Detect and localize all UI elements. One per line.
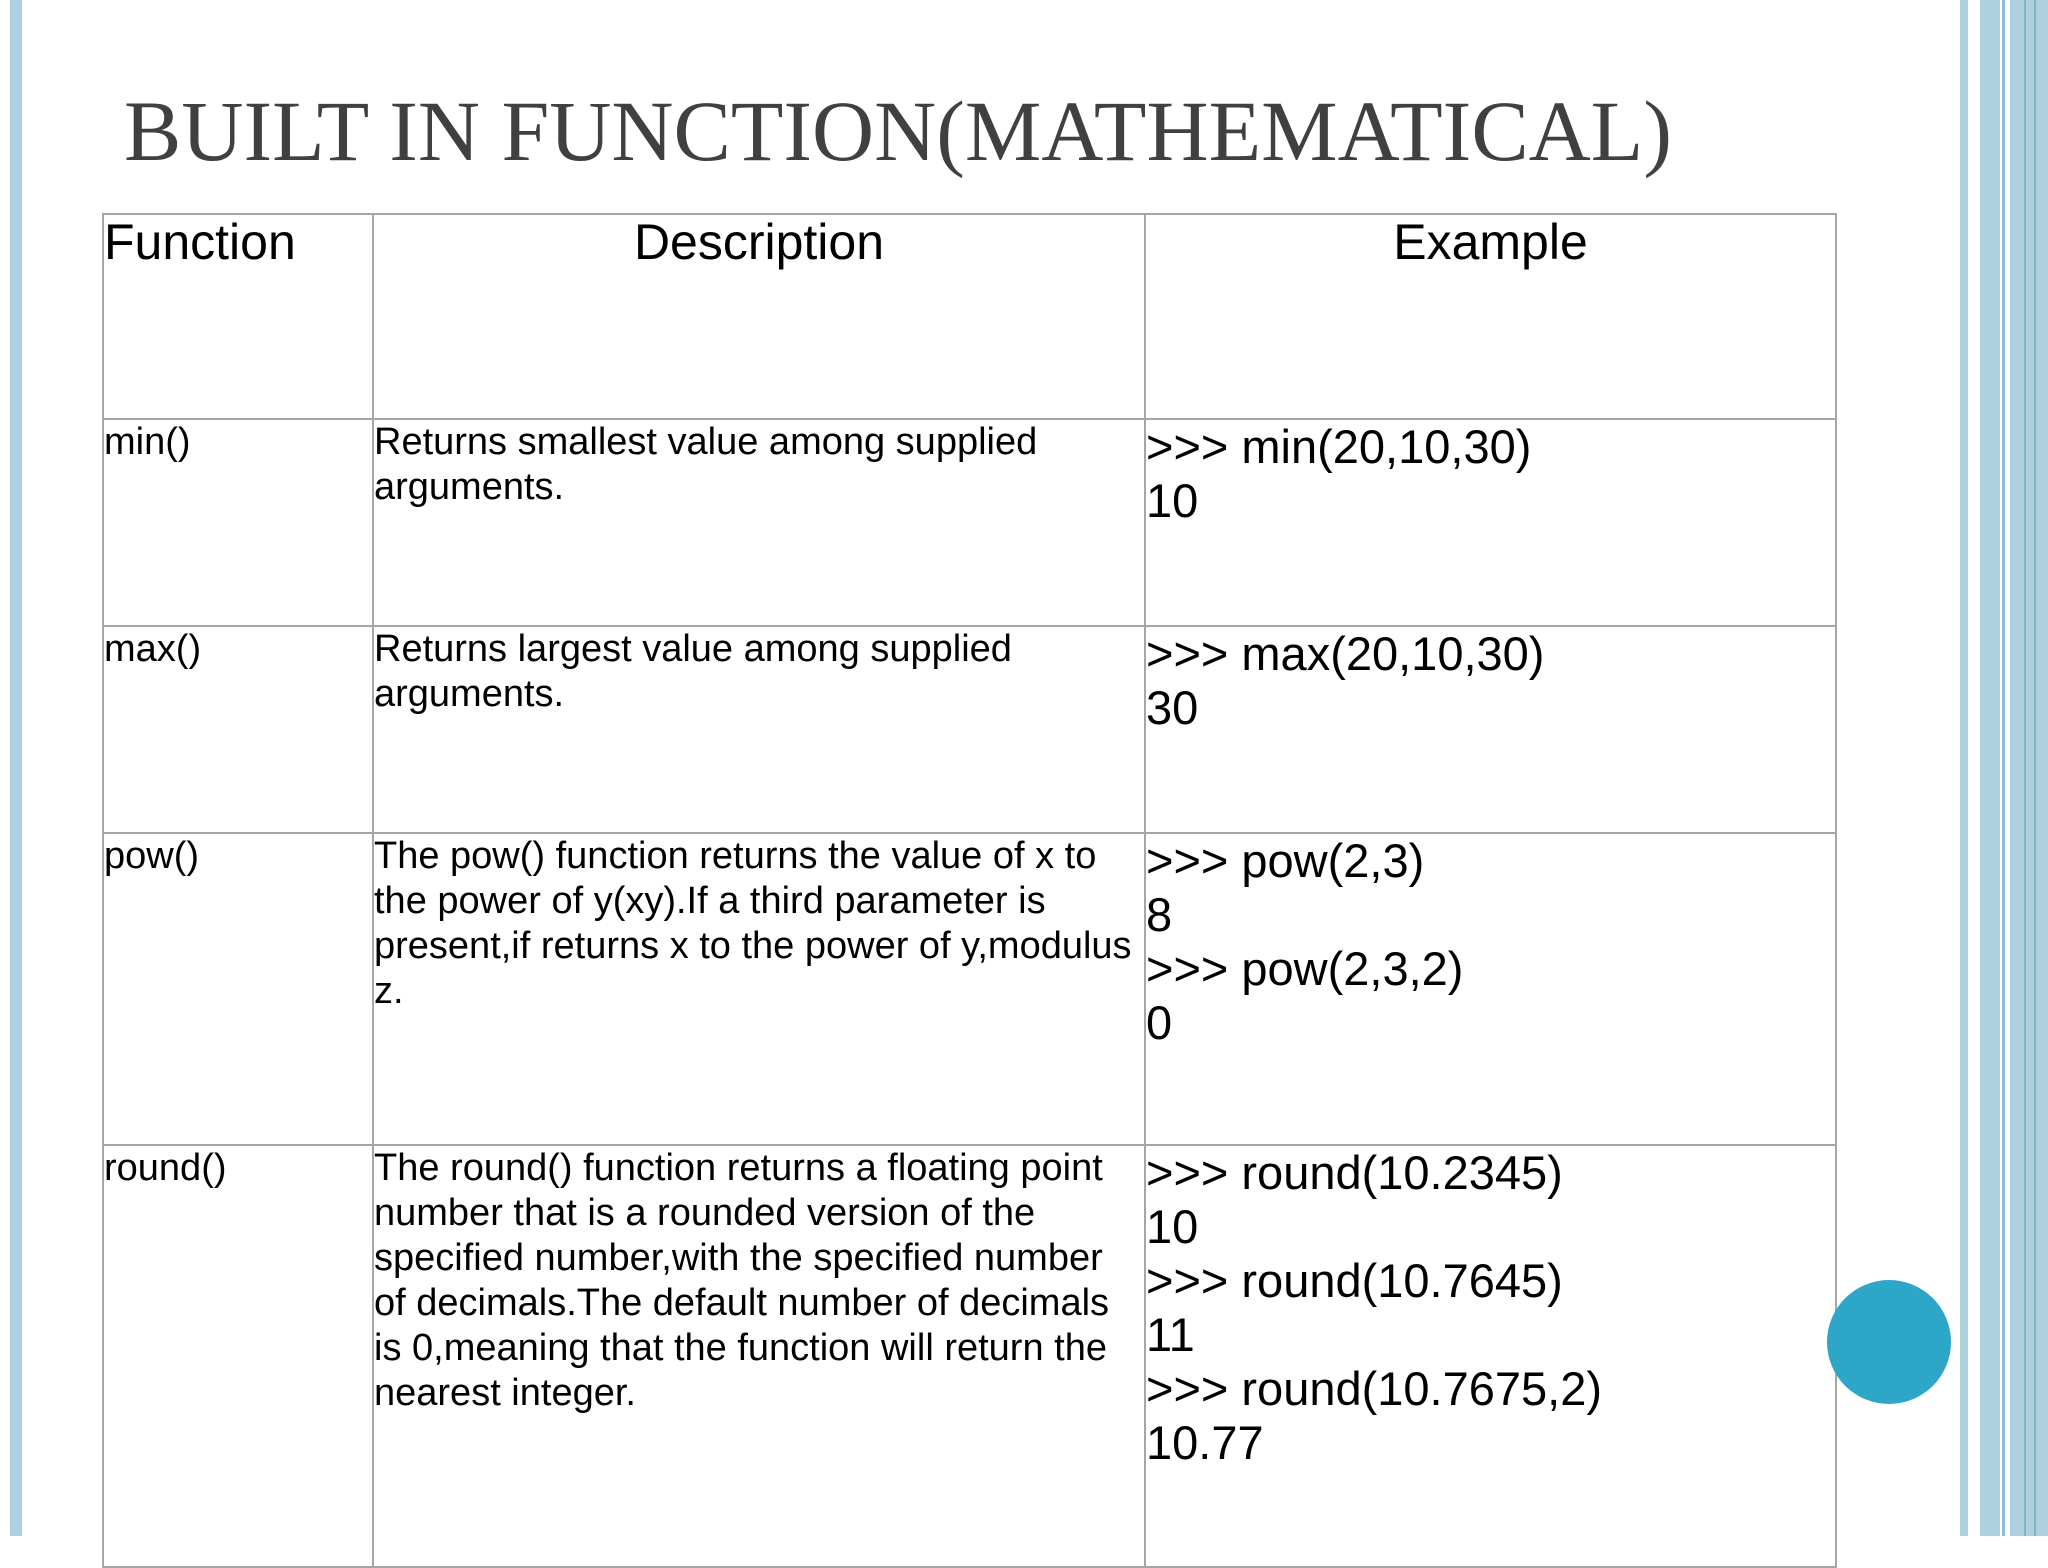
example-line: 11	[1146, 1308, 1195, 1361]
function-name: min()	[103, 419, 373, 626]
example-line: 10	[1146, 474, 1199, 527]
right-decorative-stripe	[1960, 0, 1968, 1536]
function-example	[1145, 626, 1836, 833]
function-name: max()	[103, 626, 373, 833]
example-line: >>> round(10.2345)	[1146, 1146, 1563, 1199]
right-decorative-stripe	[2034, 0, 2036, 1536]
header-function: Function	[103, 214, 373, 419]
table-header-row	[103, 214, 1836, 419]
example-line: >>> round(10.7675,2)	[1146, 1362, 1603, 1415]
example-line: 10	[1146, 1200, 1199, 1253]
table-row	[103, 626, 1836, 833]
right-decorative-stripe	[2010, 0, 2048, 1536]
function-name: pow()	[103, 833, 373, 1145]
table-row	[103, 833, 1836, 1145]
function-description: The pow() function returns the value of x to the power of y(xy).If a third parameter is present,if returns x to the power of y,modulus z.	[373, 833, 1145, 1145]
example-line: 10.77	[1146, 1416, 1264, 1469]
example-line: >>> pow(2,3)	[1146, 834, 1425, 887]
example-line: >>> min(20,10,30)	[1146, 420, 1532, 473]
function-example	[1145, 419, 1836, 626]
example-line: 8	[1146, 888, 1173, 941]
left-decorative-stripe	[10, 0, 22, 1536]
example-line: >>> pow(2,3,2)	[1146, 942, 1464, 995]
example-line: >>> max(20,10,30)	[1146, 627, 1545, 680]
example-line: >>> round(10.7645)	[1146, 1254, 1563, 1307]
header-description: Description	[373, 214, 1145, 419]
functions-table	[102, 213, 1837, 1568]
function-description: The round() function returns a floating point number that is a rounded version of the specified number,with the specified number of decimals.The default number of decimals is 0,meaning that the function will return the nearest integer.	[373, 1145, 1145, 1567]
function-description: Returns smallest value among supplied arguments.	[373, 419, 1145, 626]
decorative-circle	[1827, 1280, 1951, 1404]
slide-title: BUILT IN FUNCTION(MATHEMATICAL)	[124, 83, 1672, 179]
example-line: 30	[1146, 681, 1199, 734]
right-decorative-stripe	[2002, 0, 2005, 1536]
function-description: Returns largest value among supplied arguments.	[373, 626, 1145, 833]
table-row	[103, 1145, 1836, 1567]
table-row	[103, 419, 1836, 626]
header-example: Example	[1145, 214, 1836, 419]
right-decorative-stripe	[1980, 0, 2000, 1536]
function-example	[1145, 833, 1836, 1145]
function-example	[1145, 1145, 1836, 1567]
right-decorative-stripe	[2024, 0, 2026, 1536]
function-name: round()	[103, 1145, 373, 1567]
example-line: 0	[1146, 996, 1173, 1049]
